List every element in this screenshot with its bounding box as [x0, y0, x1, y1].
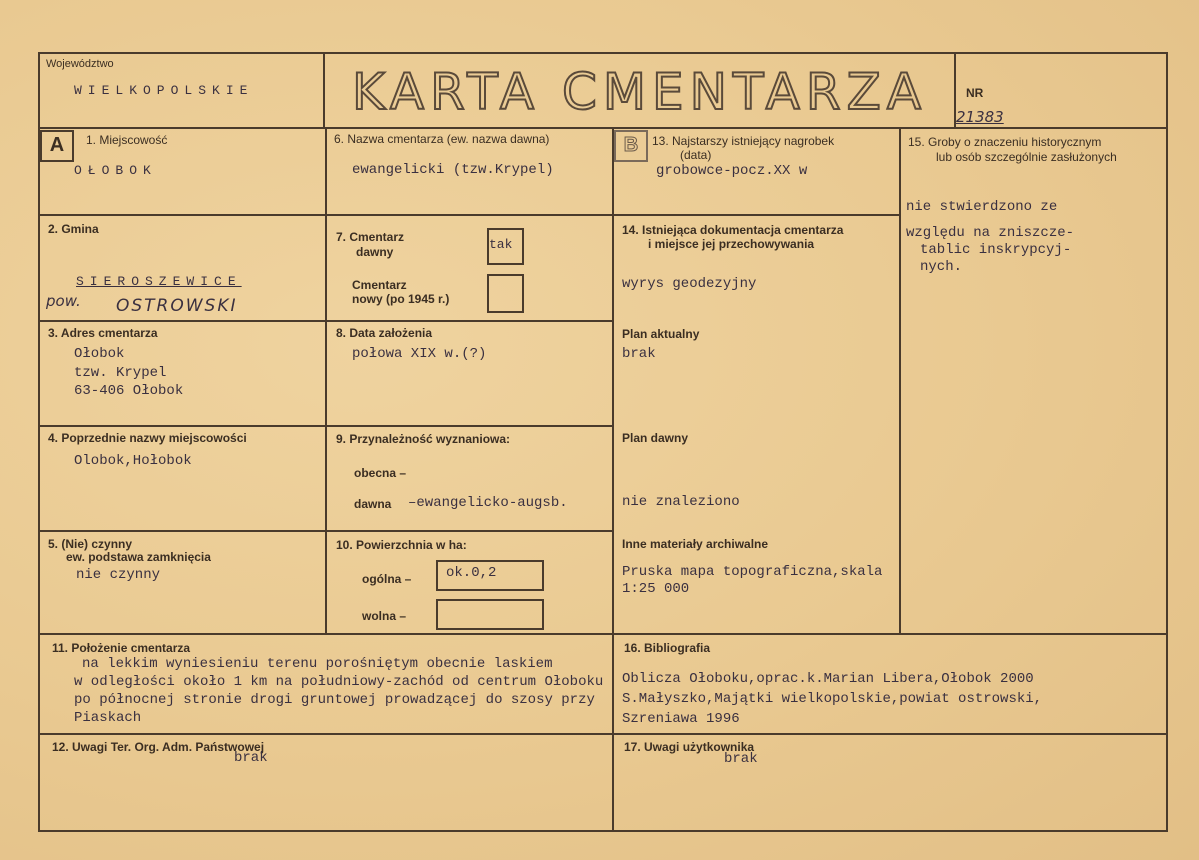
- field-4-label: 4. Poprzednie nazwy miejscowości: [48, 431, 247, 445]
- field-10-total-value: ok.0,2: [446, 565, 497, 581]
- col-divider-1: [325, 127, 327, 635]
- field-14-label: 14. Istniejąca dokumentacja cmentarza: [622, 223, 844, 237]
- field-16-line-1: Oblicza Ołoboku,oprac.k.Marian Libera,Ołobok 2000: [622, 671, 1034, 687]
- field-12-value: brak: [234, 750, 268, 766]
- section-a-marker: A: [40, 130, 74, 162]
- col-divider-3: [899, 127, 901, 635]
- voivodeship-label: Województwo: [46, 58, 114, 70]
- field-5-value: nie czynny: [76, 567, 161, 583]
- field-7-new-label: Cmentarz: [352, 278, 407, 292]
- field-16-label: 16. Bibliografia: [624, 641, 711, 655]
- field-3-line-3: 63-406 Ołobok: [74, 383, 184, 399]
- field-3-label: 3. Adres cmentarza: [48, 326, 158, 340]
- field-15-line-4: nych.: [920, 259, 963, 275]
- field-5-label: 5. (Nie) czynny: [48, 537, 133, 551]
- field-13-label-2: (data): [680, 148, 712, 162]
- field-6-label: 6. Nazwa cmentarza (ew. nazwa dawna): [334, 132, 550, 146]
- field-11-label: 11. Położenie cmentarza: [52, 641, 191, 655]
- field-1-label: 1. Miejscowość: [86, 133, 168, 147]
- row-divider-1b: [612, 214, 901, 216]
- plan-current-value: brak: [622, 346, 656, 362]
- section-b-marker: B: [614, 130, 648, 162]
- field-7-label: 7. Cmentarz: [336, 230, 405, 244]
- field-5-label-2: ew. podstawa zamknięcia: [66, 550, 211, 564]
- row-divider-6: [38, 733, 1168, 735]
- plan-old-value: nie znaleziono: [622, 494, 740, 510]
- field-3-line-1: Ołobok: [74, 346, 125, 362]
- field-9-former-value: –ewangelicko-augsb.: [408, 495, 568, 511]
- field-2-value: SIEROSZEWICE: [76, 274, 242, 289]
- field-15-label: 15. Groby o znaczeniu historycznym: [908, 135, 1102, 149]
- field-10-total-label: ogólna –: [362, 572, 412, 586]
- field-13-label: 13. Najstarszy istniejący nagrobek: [652, 134, 835, 148]
- field-17-value: brak: [724, 751, 758, 767]
- field-3-line-2: tzw. Krypel: [74, 365, 167, 381]
- field-11-line-2: w odległości około 1 km na południowy-zachód od centrum Ołoboku: [74, 674, 604, 690]
- field-15-line-2: względu na zniszcze-: [906, 225, 1075, 241]
- field-11-line-3: po północnej stronie drogi gruntowej prowadzącej do szosy przy: [74, 692, 595, 708]
- row-divider-4: [38, 530, 614, 532]
- field-16-line-2: S.Małyszko,Majątki wielkopolskie,powiat ostrowski,: [622, 691, 1043, 707]
- field-15-line-3: tablic inskrypcyj-: [920, 242, 1072, 258]
- row-divider-5: [38, 633, 1168, 635]
- field-11-line-4: Piaskach: [74, 710, 142, 726]
- field-14-label-2: i miejsce jej przechowywania: [648, 237, 815, 251]
- frame-bottom: [40, 830, 1168, 832]
- row-divider-2: [38, 320, 614, 322]
- field-6-value: ewangelicki (tzw.Krypel): [352, 162, 554, 178]
- field-15-label-2: lub osób szczególnie zasłużonych: [936, 150, 1117, 164]
- other-materials-label: Inne materiały archiwalne: [622, 537, 769, 551]
- row-divider-1: [38, 214, 614, 216]
- header-divider: [38, 127, 1168, 129]
- field-13-value: grobowce-pocz.XX w: [656, 163, 808, 179]
- other-materials-line-2: 1:25 000: [622, 581, 690, 597]
- field-16-line-3: Szreniawa 1996: [622, 711, 740, 727]
- field-7-label-2: dawny: [356, 245, 394, 259]
- frame-top: [38, 52, 1168, 54]
- field-11-line-1: na lekkim wyniesieniu terenu porośniętym obecnie laskiem: [82, 656, 553, 672]
- field-9-current-label: obecna –: [354, 466, 407, 480]
- field-1-value: OŁOBOK: [74, 163, 157, 178]
- field-2-pow-value: OSTROWSKI: [116, 296, 238, 316]
- old-cemetery-value: tak: [489, 237, 513, 252]
- field-7-new-label-2: nowy (po 1945 r.): [352, 292, 450, 306]
- field-8-value: połowa XIX w.(?): [352, 346, 487, 362]
- field-10-label: 10. Powierzchnia w ha:: [336, 538, 467, 552]
- frame-left: [38, 52, 40, 832]
- field-14-value: wyrys geodezyjny: [622, 276, 757, 292]
- field-2-label: 2. Gmina: [48, 222, 99, 236]
- card-title: KARTA CMENTARZA: [352, 63, 928, 121]
- field-9-label: 9. Przynależność wyznaniowa:: [336, 432, 511, 446]
- col-divider-2: [612, 127, 614, 832]
- new-cemetery-checkbox: [487, 274, 524, 313]
- field-17-label: 17. Uwagi użytkownika: [624, 740, 755, 754]
- field-8-label: 8. Data założenia: [336, 326, 433, 340]
- free-area-box: [436, 599, 544, 630]
- field-12-label: 12. Uwagi Ter. Org. Adm. Państwowej: [52, 740, 265, 754]
- nr-value: 21383: [956, 108, 1004, 126]
- plan-current-label: Plan aktualny: [622, 327, 700, 341]
- field-10-free-label: wolna –: [362, 609, 407, 623]
- field-15-line-1: nie stwierdzono ze: [906, 199, 1058, 215]
- other-materials-line-1: Pruska mapa topograficzna,skala: [622, 564, 883, 580]
- plan-old-label: Plan dawny: [622, 431, 689, 445]
- header-col-1: [323, 52, 325, 129]
- field-4-value: Olobok,Hołobok: [74, 453, 192, 469]
- voivodeship-value: WIELKOPOLSKIE: [74, 83, 254, 98]
- frame-right: [1166, 52, 1168, 832]
- field-2-pow-prefix: pow.: [46, 292, 81, 310]
- field-9-former-label: dawna: [354, 497, 392, 511]
- row-divider-3: [38, 425, 614, 427]
- nr-label: NR: [966, 86, 984, 100]
